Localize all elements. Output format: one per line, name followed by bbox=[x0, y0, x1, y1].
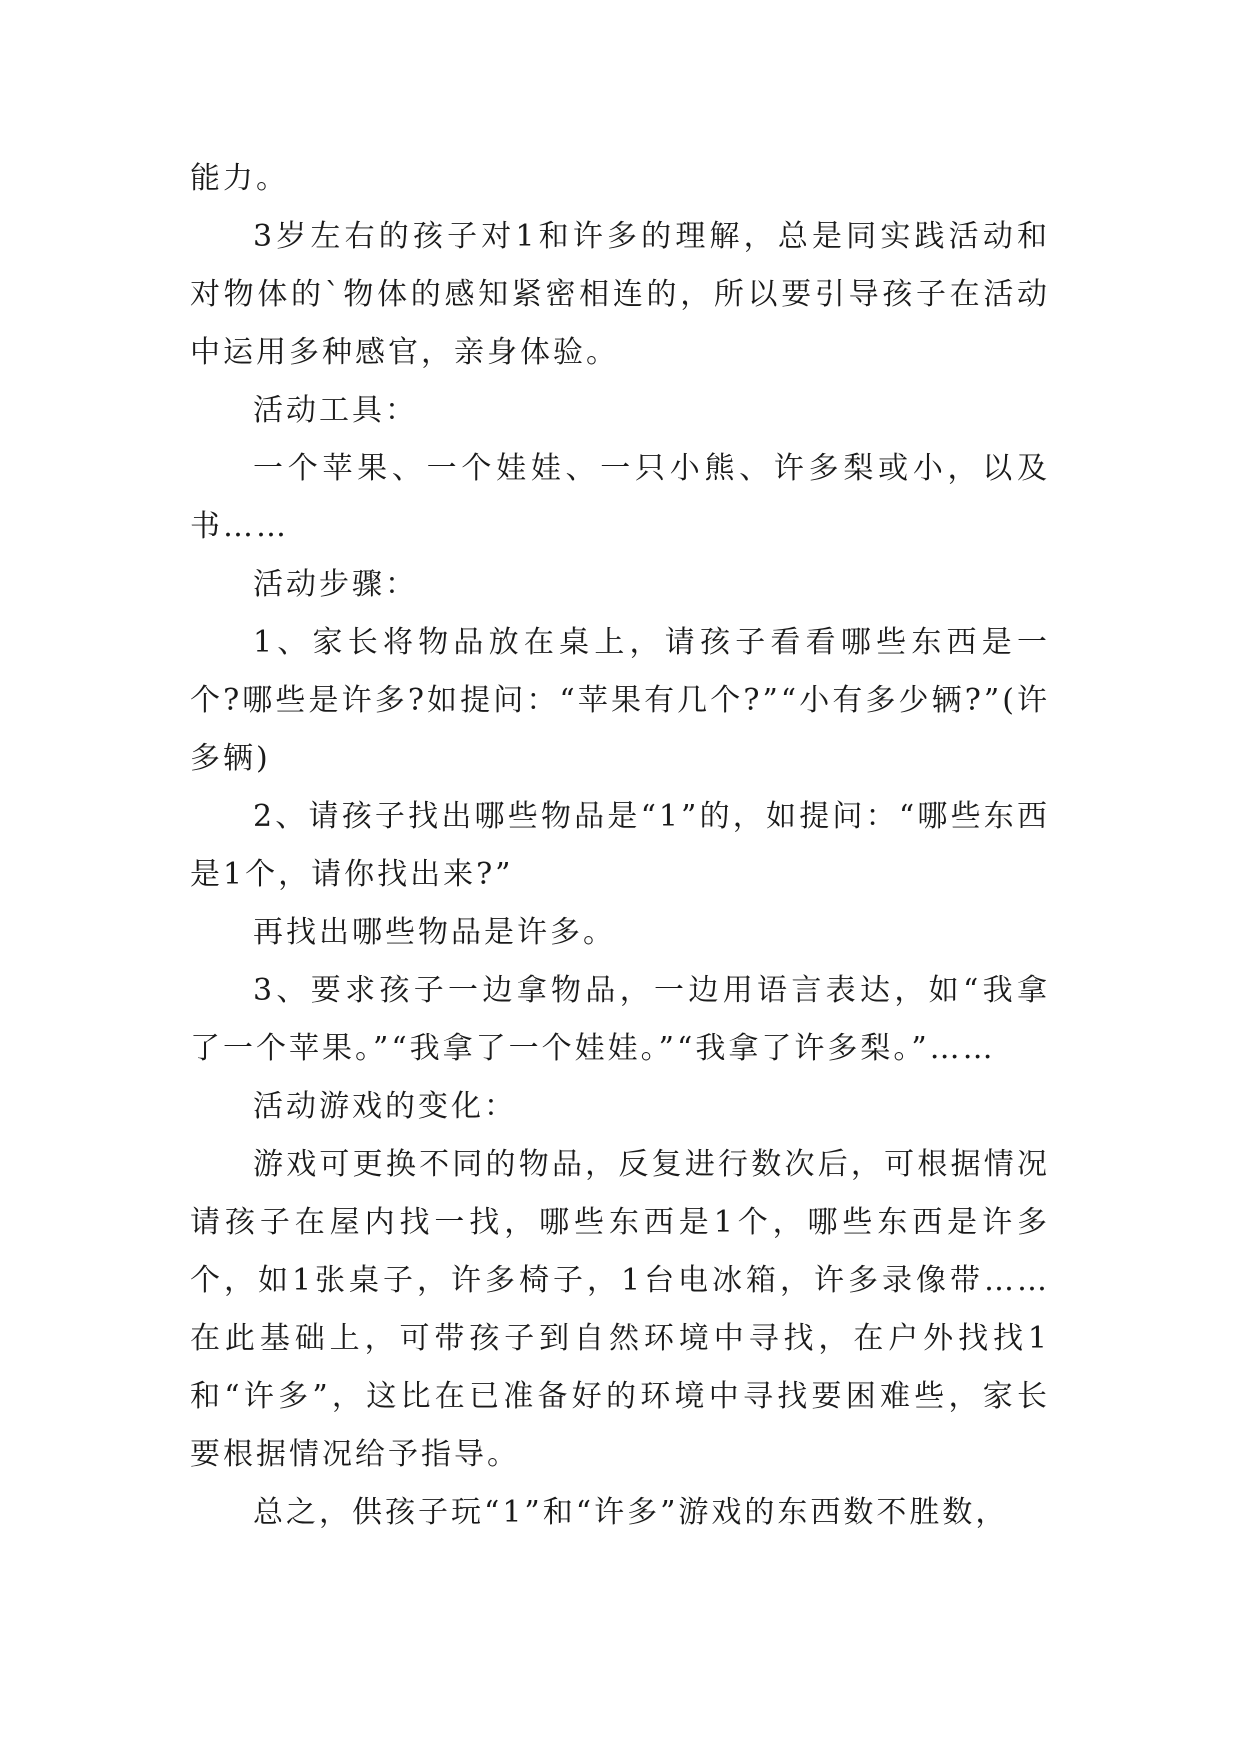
paragraph-conclusion: 总之，供孩子玩“1”和“许多”游戏的东西数不胜数， bbox=[253, 1495, 1009, 1530]
heading-activity-steps: 活动步骤： bbox=[253, 567, 418, 602]
paragraph-continuation: 能力。 bbox=[190, 161, 289, 196]
paragraph-game-variations: 游戏可更换不同的物品，反复进行数次后，可根据情况请孩子在屋内找一找，哪些东西是1个，哪些东西是许多个，如1张桌子，许多椅子，1台电冰箱，许多录像带……在此基础上，可带孩子到自然环境中寻找，在户外找找1和“许多”，这比在已准备好的环境中寻找要困难些，家长要根据情况给予指导。 bbox=[190, 1147, 1050, 1472]
document-body bbox=[190, 150, 1050, 1542]
paragraph-step-2-followup: 再找出哪些物品是许多。 bbox=[253, 915, 616, 950]
heading-activity-tools: 活动工具： bbox=[253, 393, 418, 428]
heading-game-variations: 活动游戏的变化： bbox=[253, 1089, 517, 1124]
paragraph-rationale: 3岁左右的孩子对1和许多的理解，总是同实践活动和对物体的`物体的感知紧密相连的，所以要引导孩子在活动中运用多种感官，亲身体验。 bbox=[190, 219, 1050, 370]
paragraph-step-1: 1、家长将物品放在桌上，请孩子看看哪些东西是一个?哪些是许多?如提问：“苹果有几个?”“小有多少辆?”(许多辆) bbox=[190, 625, 1050, 776]
paragraph-tools-list: 一个苹果、一个娃娃、一只小熊、许多梨或小，以及书…… bbox=[190, 451, 1050, 544]
paragraph-step-3: 3、要求孩子一边拿物品，一边用语言表达，如“我拿了一个苹果。”“我拿了一个娃娃。”“我拿了许多梨。”…… bbox=[190, 973, 1050, 1066]
paragraph-step-2: 2、请孩子找出哪些物品是“1”的，如提问：“哪些东西是1个，请你找出来?” bbox=[190, 799, 1050, 892]
